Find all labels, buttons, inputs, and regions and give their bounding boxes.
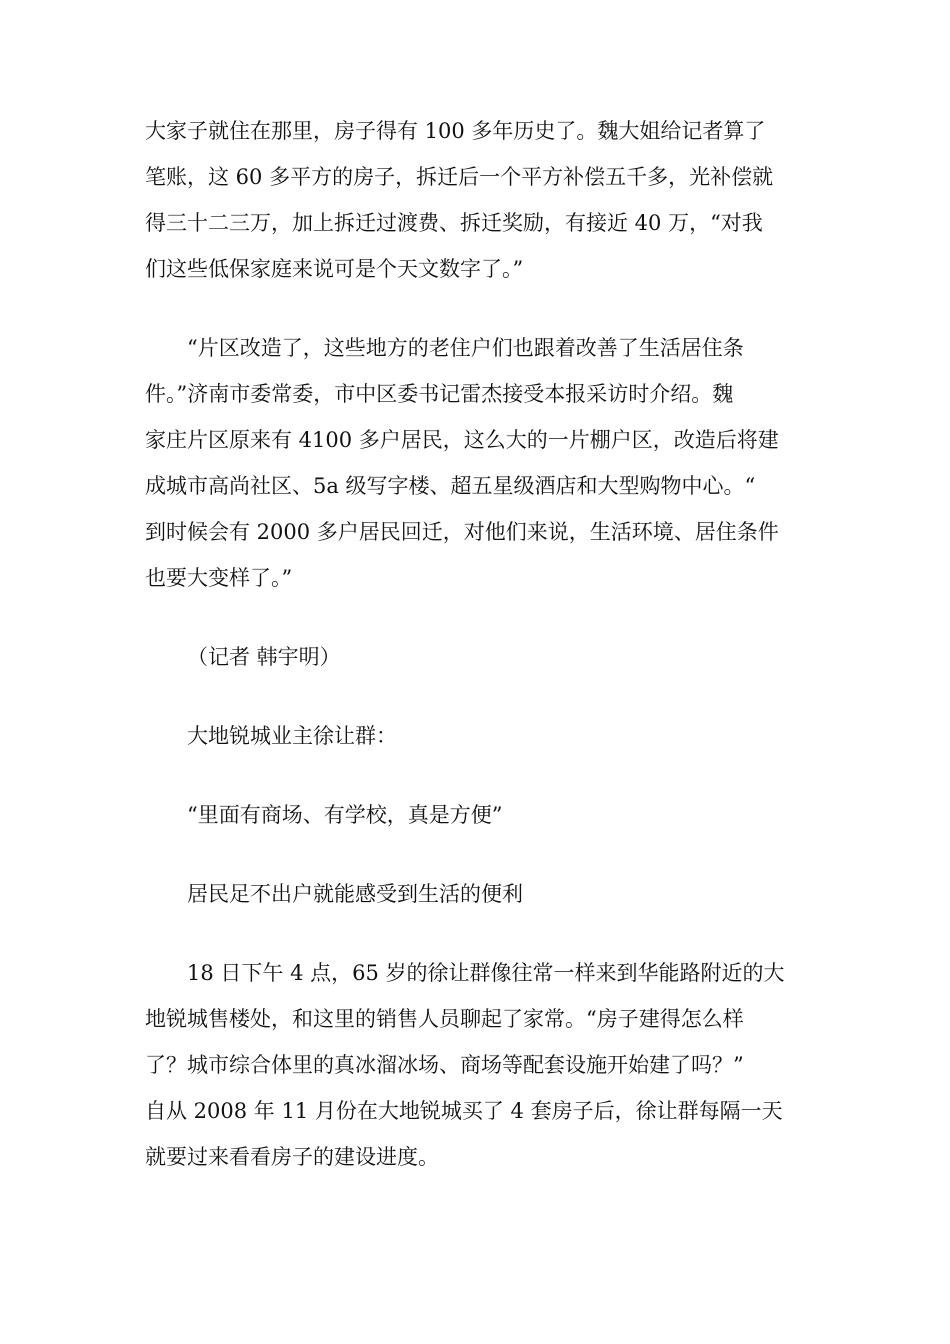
text-line: 们这些低保家庭来说可是个天文数字了。” [145,257,524,281]
text-line: 得三十二三万，加上拆迁过渡费、拆迁奖励，有接近 40 万，“对我 [145,211,763,235]
text-line: 到时候会有 2000 多户居民回迁，对他们来说，生活环境、居住条件 [145,520,779,544]
section-heading [145,713,805,759]
text-line: 笔账，这 60 多平方的房子，拆迁后一个平方补偿五千多，光补偿就 [145,165,774,189]
text-line: 大地锐城业主徐让群： [187,724,397,748]
text-line: （记者 韩宇明） [187,645,341,669]
text-line: 就要过来看看房子的建设进度。 [145,1145,439,1169]
text-line: 居民足不出户就能感受到生活的便利 [187,882,523,906]
text-line: 件。”济南市委常委，市中区委书记雷杰接受本报采访时介绍。魏 [145,382,734,406]
section-quote [145,792,805,838]
paragraph-2 [145,325,805,601]
section-subheading [145,871,805,917]
text-line: 家庄片区原来有 4100 多户居民，这么大的一片棚户区，改造后将建 [145,428,779,452]
paragraph-7 [145,950,805,1180]
document-body [145,108,805,1180]
text-line: 18 日下午 4 点，65 岁的徐让群像往常一样来到华能路附近的大 [187,961,785,985]
text-line: “里面有商场、有学校，真是方便” [187,803,503,827]
text-line: 了？城市综合体里的真冰溜冰场、商场等配套设施开始建了吗？” [145,1053,744,1077]
paragraph-1 [145,108,805,292]
reporter-credit [145,634,805,680]
text-line: 地锐城售楼处，和这里的销售人员聊起了家常。“房子建得怎么样 [145,1007,744,1031]
text-line: 自从 2008 年 11 月份在大地锐城买了 4 套房子后，徐让群每隔一天 [145,1099,783,1123]
text-line: “片区改造了，这些地方的老住户们也跟着改善了生活居住条 [187,336,744,360]
text-line: 成城市高尚社区、5a 级写字楼、超五星级酒店和大型购物中心。“ [145,474,756,498]
text-line: 也要大变样了。” [145,566,293,590]
text-line: 大家子就住在那里，房子得有 100 多年历史了。魏大姐给记者算了 [145,119,766,143]
